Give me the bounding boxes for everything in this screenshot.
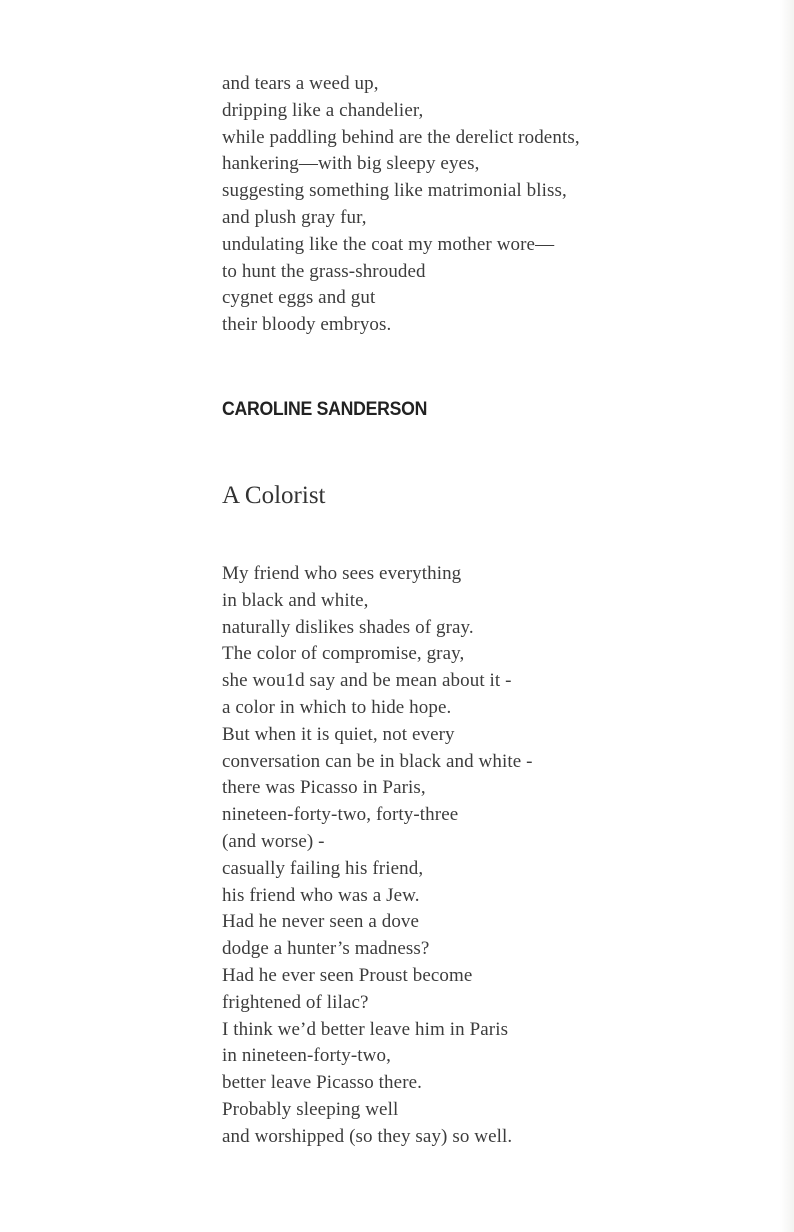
poem-line: My friend who sees everything (222, 563, 462, 584)
poem-line: I think we’d better leave him in Paris (222, 1018, 509, 1040)
poem-line: their bloody embryos. (222, 314, 392, 336)
poem-line: conversation can be in black and white - (222, 750, 533, 772)
poem-line: in black and white, (222, 589, 369, 611)
poem-line: frightened of lilac? (222, 991, 369, 1013)
poem-line: better leave Picasso there. (222, 1072, 423, 1094)
poem-line: naturally dislikes shades of gray. (222, 616, 474, 638)
poem-body (222, 561, 533, 1151)
poem-line: to hunt the grass-shrouded (222, 260, 426, 282)
poem-line: But when it is quiet, not every (222, 723, 455, 745)
poem-line: and worshipped (so they say) so well. (222, 1125, 513, 1147)
previous-poem-ending (222, 71, 580, 339)
poem-line: and plush gray fur, (222, 206, 367, 228)
poet-name: CAROLINE SANDERSON (222, 399, 428, 420)
poem-line: dodge a hunter’s madness? (222, 938, 430, 960)
poem-line: suggesting something like matrimonial bliss, (222, 180, 567, 202)
poem-line: nineteen-forty-two, forty-three (222, 804, 459, 826)
poem-line: Had he never seen a dove (222, 911, 420, 933)
poem-line: (and worse) - (222, 830, 325, 852)
poem-title: A Colorist (222, 482, 326, 509)
poem-line: dripping like a chandelier, (222, 99, 424, 121)
page-edge-shadow (780, 0, 794, 1232)
poem-line: casually failing his friend, (222, 857, 424, 879)
poem-line: cygnet eggs and gut (222, 287, 376, 309)
poem-line: there was Picasso in Paris, (222, 777, 426, 799)
poem-line: and tears a weed up, (222, 73, 379, 94)
poem-line: Had he ever seen Proust become (222, 964, 473, 986)
poem-line: Probably sleeping well (222, 1098, 399, 1120)
poem-line: his friend who was a Jew. (222, 884, 420, 906)
poem-line: The color of compromise, gray, (222, 643, 465, 665)
poem-line: hankering—with big sleepy eyes, (222, 153, 480, 175)
poem-line: while paddling behind are the derelict rodents, (222, 126, 580, 148)
poem-line: she wou1d say and be mean about it - (222, 670, 512, 692)
poem-line: undulating like the coat my mother wore— (222, 233, 555, 255)
poem-line: a color in which to hide hope. (222, 696, 452, 718)
poem-line: in nineteen-forty-two, (222, 1045, 391, 1067)
